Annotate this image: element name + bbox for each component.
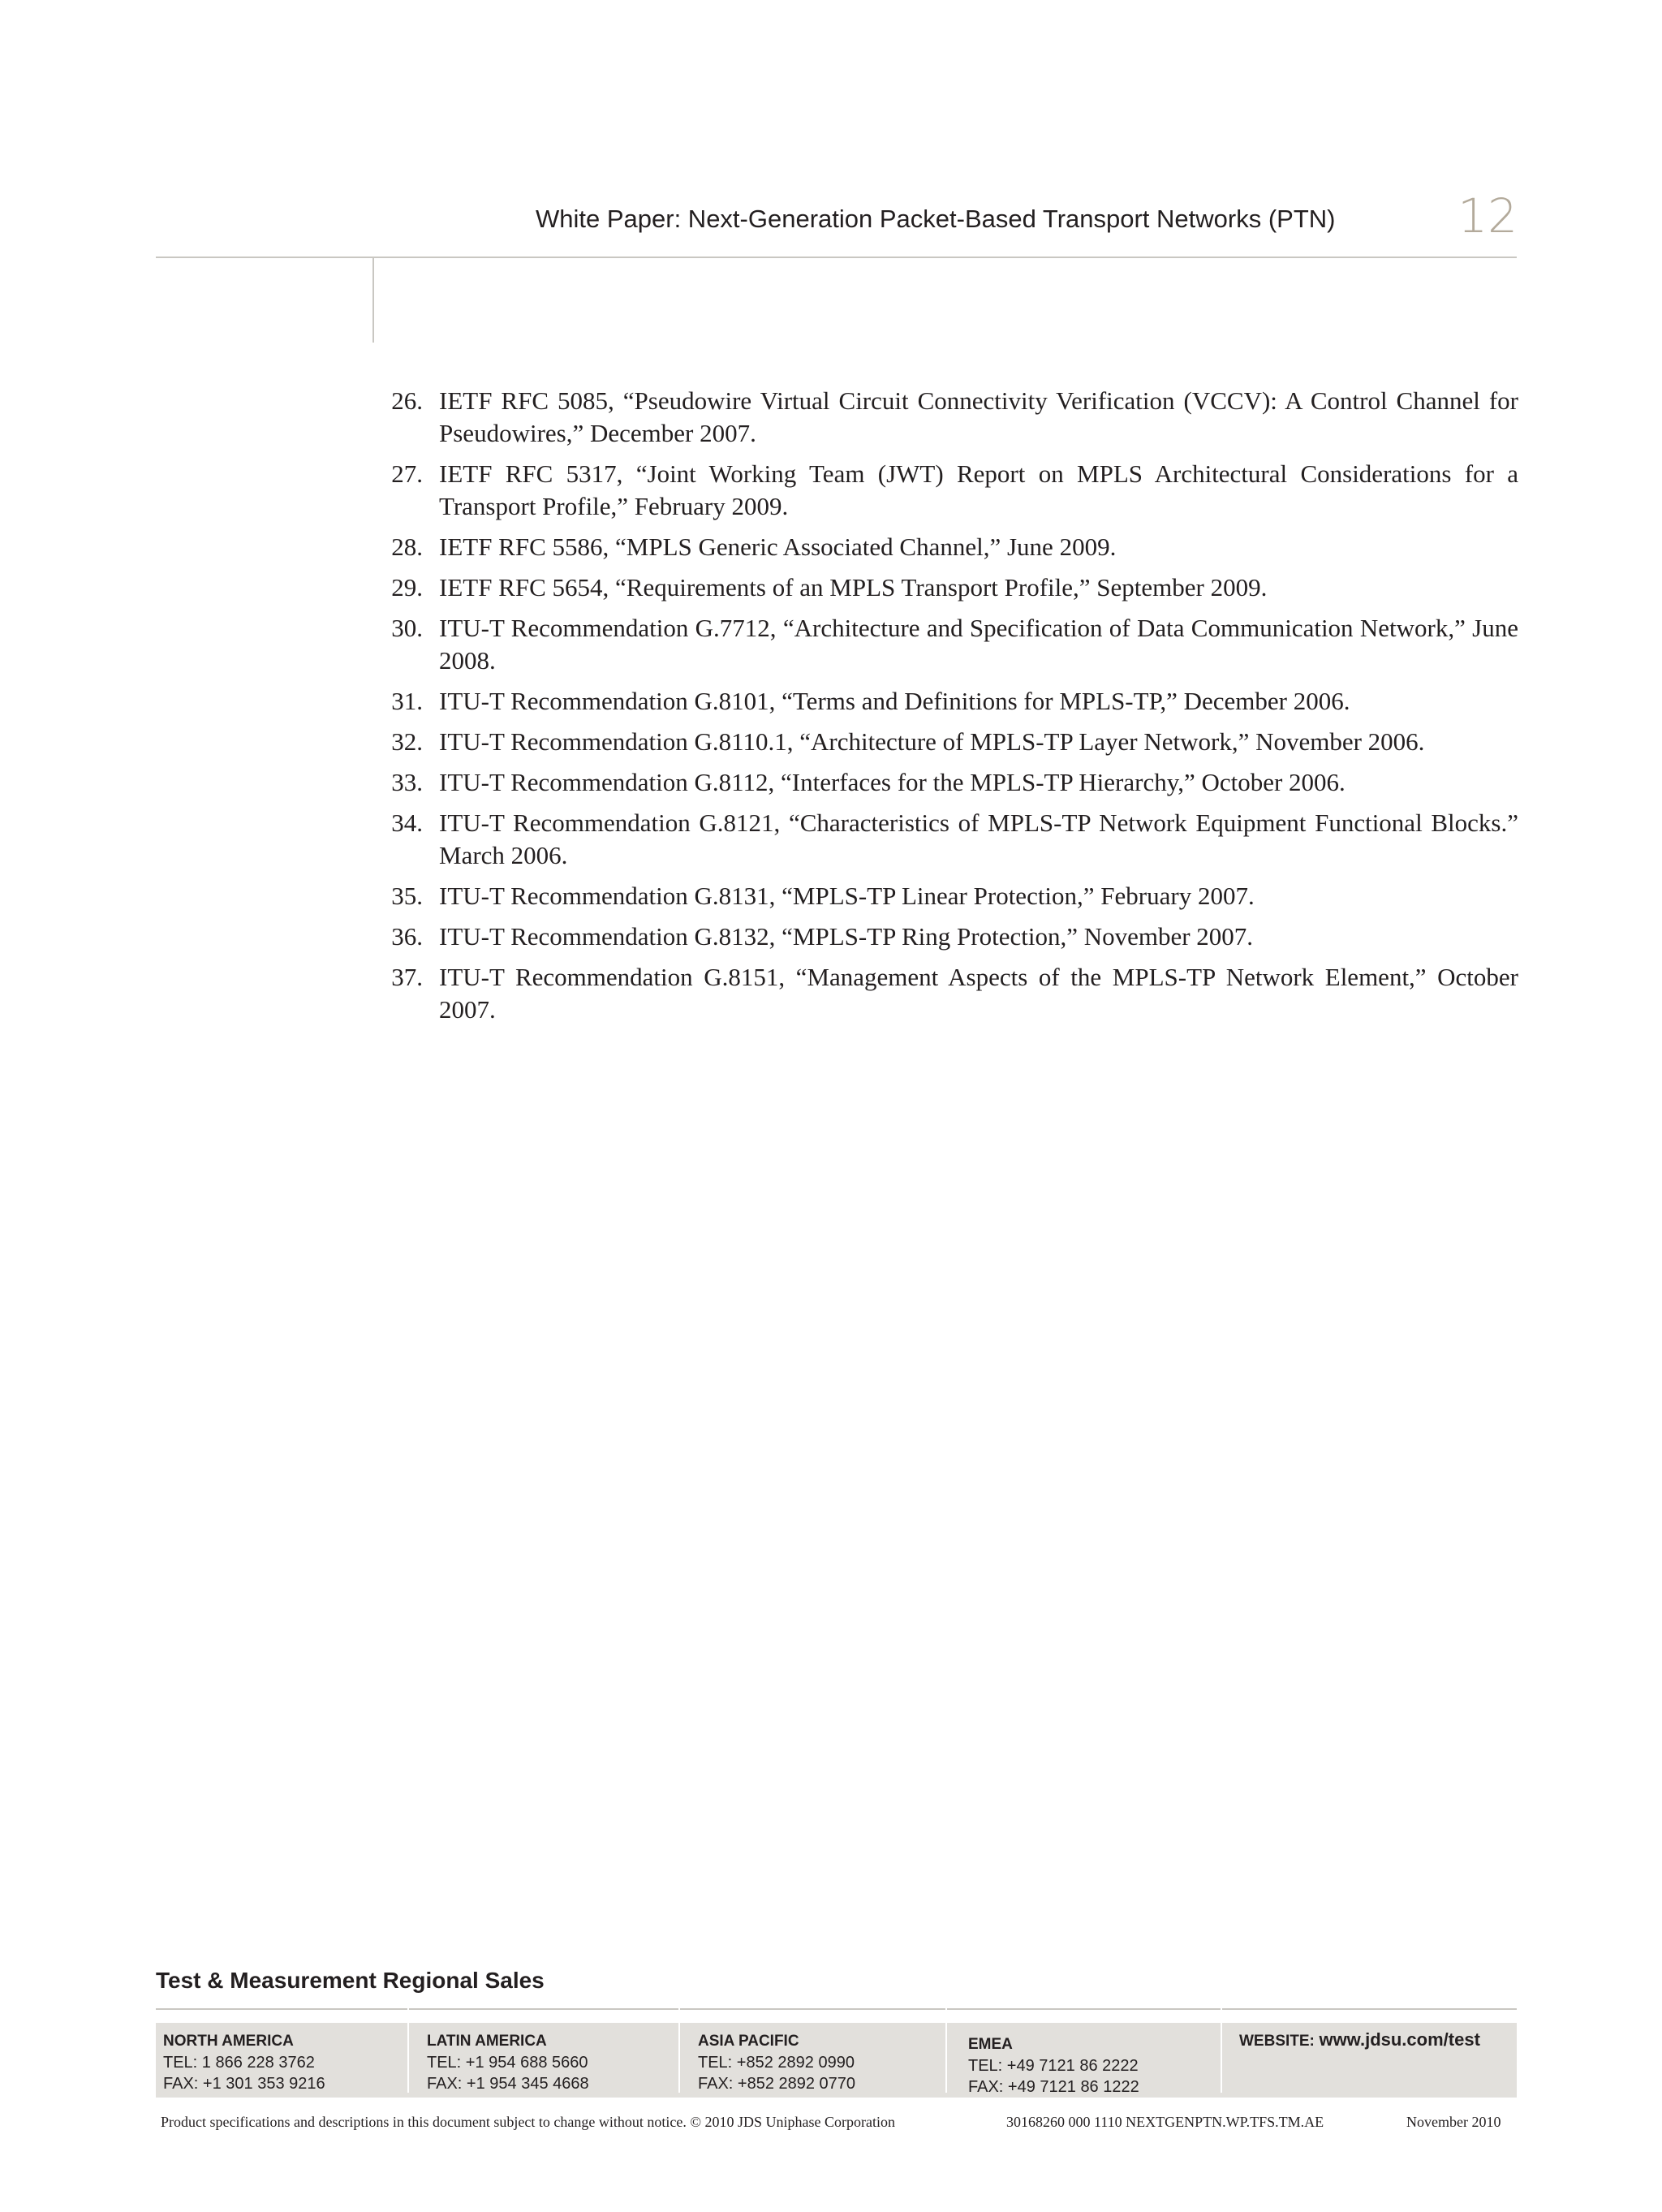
reference-text: ITU-T Recommendation G.8112, “Interfaces for the MPLS-TP Hierarchy,” October 2006. [439, 768, 1346, 796]
reference-item [385, 807, 1518, 872]
reference-item [385, 612, 1518, 677]
website-label: WEBSITE: [1239, 2033, 1315, 2050]
reference-number: 37. [391, 963, 423, 991]
reference-text: ITU-T Recommendation G.8151, “Management Aspects of the MPLS-TP Network Element,” October 2007. [439, 963, 1518, 1024]
header-rule [156, 257, 1517, 258]
reference-number: 26. [391, 386, 423, 415]
region-north-america [163, 2023, 423, 2098]
reference-item [385, 531, 1518, 563]
reference-list [385, 385, 1518, 1034]
region-name: NORTH AMERICA [163, 2033, 294, 2050]
reference-text: ITU-T Recommendation G.7712, “Architecture and Specification of Data Communication Network,” June 2008. [439, 614, 1518, 675]
region-asia-pacific [698, 2023, 958, 2098]
region-emea [968, 2023, 1212, 2098]
region-fax: FAX: +49 7121 86 1222 [968, 2078, 1139, 2096]
reference-item [385, 766, 1518, 799]
region-divider [678, 2008, 680, 2093]
sales-rule [156, 2008, 1517, 2010]
page-number: 12 [1457, 188, 1518, 244]
reference-item [385, 458, 1518, 523]
reference-text: IETF RFC 5085, “Pseudowire Virtual Circuit Connectivity Verification (VCCV): A Control Channel for Pseudowires,” December 2007. [439, 386, 1518, 447]
reference-number: 33. [391, 768, 423, 796]
reference-number: 27. [391, 459, 423, 488]
reference-text: IETF RFC 5586, “MPLS Generic Associated Channel,” June 2009. [439, 533, 1117, 561]
reference-number: 29. [391, 573, 423, 602]
region-divider [1221, 2008, 1222, 2093]
reference-item [385, 921, 1518, 953]
region-tel: TEL: +1 954 688 5660 [427, 2054, 588, 2072]
reference-item [385, 571, 1518, 604]
document-code: 30168260 000 1110 NEXTGENPTN.WP.TFS.TM.AE [1006, 2114, 1324, 2130]
reference-number: 34. [391, 808, 423, 837]
reference-item [385, 726, 1518, 758]
reference-text: ITU-T Recommendation G.8121, “Characteristics of MPLS-TP Network Equipment Functional Blocks.” March 2006. [439, 808, 1518, 869]
reference-text: ITU-T Recommendation G.8132, “MPLS-TP Ring Protection,” November 2007. [439, 922, 1254, 951]
reference-text: IETF RFC 5317, “Joint Working Team (JWT) Report on MPLS Architectural Considerations for a Transport Profile,” February 2009. [439, 459, 1518, 520]
region-latin-america [427, 2023, 687, 2098]
region-fax: FAX: +1 954 345 4668 [427, 2075, 589, 2093]
region-fax: FAX: +852 2892 0770 [698, 2075, 856, 2093]
website-link[interactable]: www.jdsu.com/test [1319, 2029, 1480, 2050]
reference-text: ITU-T Recommendation G.8101, “Terms and Definitions for MPLS-TP,” December 2006. [439, 687, 1350, 715]
reference-item [385, 961, 1518, 1026]
reference-item [385, 880, 1518, 912]
reference-number: 32. [391, 727, 423, 756]
region-name: EMEA [968, 2036, 1013, 2053]
reference-text: ITU-T Recommendation G.8110.1, “Architecture of MPLS-TP Layer Network,” November 2006. [439, 727, 1425, 756]
region-tel: TEL: 1 866 228 3762 [163, 2054, 315, 2072]
reference-number: 36. [391, 922, 423, 951]
reference-text: IETF RFC 5654, “Requirements of an MPLS Transport Profile,” September 2009. [439, 573, 1268, 602]
region-divider [945, 2008, 947, 2093]
region-name: ASIA PACIFIC [698, 2033, 799, 2050]
region-tel: TEL: +49 7121 86 2222 [968, 2057, 1139, 2075]
reference-number: 31. [391, 687, 423, 715]
legal-notice: Product specifications and descriptions in this document subject to change without notice. © 2010 JDS Uniphase Corporation [161, 2114, 896, 2130]
region-fax: FAX: +1 301 353 9216 [163, 2075, 325, 2093]
reference-number: 28. [391, 533, 423, 561]
region-name: LATIN AMERICA [427, 2033, 547, 2050]
publication-date: November 2010 [1406, 2114, 1501, 2130]
page-header-title: White Paper: Next-Generation Packet-Based Transport Networks (PTN) [536, 205, 1336, 233]
sales-title: Test & Measurement Regional Sales [156, 1968, 545, 1993]
reference-number: 30. [391, 614, 423, 642]
region-tel: TEL: +852 2892 0990 [698, 2054, 855, 2072]
region-divider [407, 2008, 409, 2093]
website-block [1239, 2023, 1515, 2098]
reference-item [385, 385, 1518, 450]
reference-text: ITU-T Recommendation G.8131, “MPLS-TP Linear Protection,” February 2007. [439, 882, 1255, 910]
reference-item [385, 685, 1518, 718]
header-vertical-rule [372, 257, 374, 343]
reference-number: 35. [391, 882, 423, 910]
